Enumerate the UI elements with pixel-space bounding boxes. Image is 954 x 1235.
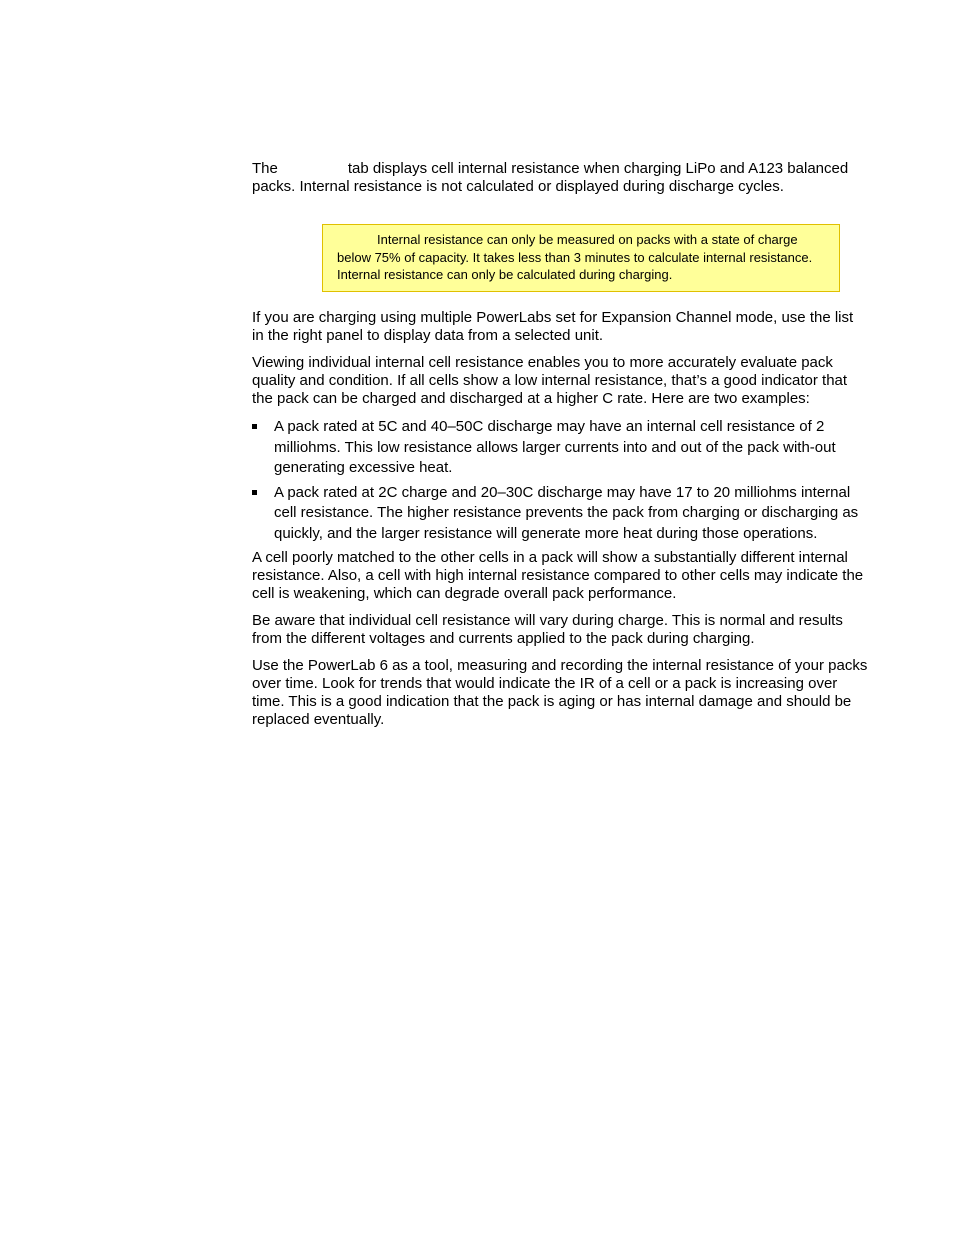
list-item — [252, 417, 868, 479]
intro-block — [252, 160, 868, 196]
paragraph-use-as-tool: Use the PowerLab 6 as a tool, measuring and recording the internal resistance of your packs over time. Look for trends that would indicate the IR of a cell or a pack is increasing over time. This is a good indication that the pack is aging or has internal damage and should be replaced eventually. — [252, 657, 868, 728]
intro-paragraph — [252, 160, 868, 196]
list-item-text: A pack rated at 5C and 40–50C discharge may have an internal cell resistance of 2 milliohms. This low resistance allows larger currents into and out of the pack with-out generating excessive heat. — [274, 418, 836, 476]
square-bullet-icon — [252, 490, 257, 495]
list-item — [252, 483, 868, 545]
paragraph-poorly-matched: A cell poorly matched to the other cells in a pack will show a substantially different internal resistance. Also, a cell with high internal resistance compared to other cells may indicate the cell is weakening, which can degrade overall pack performance. — [252, 549, 864, 602]
note-text: Internal resistance can only be measured on packs with a state of charge below 75% of capacity. It takes less than 3 minutes to calculate internal resistance. Internal resistance can only be calculated during charging. — [337, 232, 813, 282]
main-content — [252, 309, 868, 738]
examples-list — [252, 417, 868, 544]
paragraph-expansion-channel: If you are charging using multiple PowerLabs set for Expansion Channel mode, use the list in the right panel to display data from a selected unit. — [252, 309, 854, 344]
paragraph-resistance-varies: Be aware that individual cell resistance will vary during charge. This is normal and results from the different voltages and currents applied to the pack during charging. — [252, 612, 843, 647]
paragraph-viewing-resistance: Viewing individual internal cell resistance enables you to more accurately evaluate pack quality and condition. If all cells show a low internal resistance, that’s a good indicator that the pack can be charged and discharged at a higher C rate. Here are two examples: — [252, 354, 848, 407]
square-bullet-icon — [252, 424, 257, 429]
list-item-text: A pack rated at 2C charge and 20–30C discharge may have 17 to 20 milliohms internal cell resistance. The higher resistance prevents the pack from charging or discharging as quickly, and the larger resistance will generate more heat during those operations. — [274, 483, 859, 542]
note-box — [322, 224, 840, 292]
intro-lead: The — [252, 160, 278, 177]
intro-rest: tab displays cell internal resistance when charging LiPo and A123 balanced packs. Internal resistance is not calculated or displayed during discharge cycles. — [252, 160, 849, 195]
